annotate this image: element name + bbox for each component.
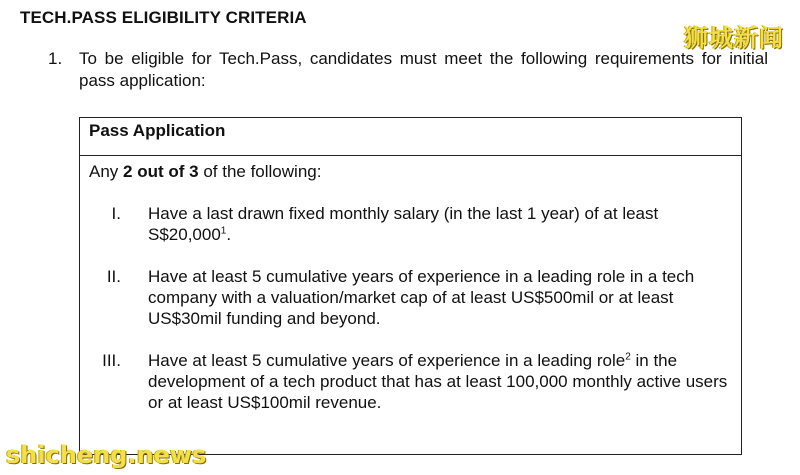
any-bold: 2 out of 3 [123,162,199,181]
item-text [148,203,738,245]
item-text-main: Have at least 5 cumulative years of experience in a leading role in a tech company with a valuation/market cap of at least US$500mil or at least US$30mil funding and beyond. [148,267,695,328]
intro-paragraph [48,48,768,92]
watermark-logo-chinese: 狮城新闻 [684,24,784,52]
intro-text: To be eligible for Tech.Pass, candidates must meet the following requirements for initial pass application: [79,49,768,90]
criteria-item-2 [89,266,741,329]
table-body [80,156,741,413]
criteria-item-1 [89,203,741,245]
pass-application-table [79,117,742,455]
item-text [148,350,738,413]
footnote-marker: 1 [220,225,227,237]
item-number: II. [106,267,121,286]
document-heading: TECH.PASS ELIGIBILITY CRITERIA [20,8,307,27]
criteria-item-3 [89,350,741,413]
item-number: III. [102,351,121,370]
item-text-main: Have at least 5 cumulative years of experience in a leading role [148,351,626,370]
item-text [148,266,738,329]
any-prefix: Any [89,162,124,181]
any-suffix: of the following: [198,162,322,181]
table-header: Pass Application [80,118,741,156]
criteria-intro-line [89,161,741,182]
intro-number: 1. [48,49,63,68]
watermark-logo-url: shicheng.news [6,441,207,469]
item-text-main: Have a last drawn fixed monthly salary (in the last 1 year) of at least S$20,000 [148,204,659,244]
footnote-marker: 2 [625,351,631,363]
item-number: I. [111,204,121,223]
item-text-end: . [226,225,232,244]
item-text-end: in the development of a tech product that has at least 100,000 monthly active users or at least US$100mil revenue. [148,351,728,412]
